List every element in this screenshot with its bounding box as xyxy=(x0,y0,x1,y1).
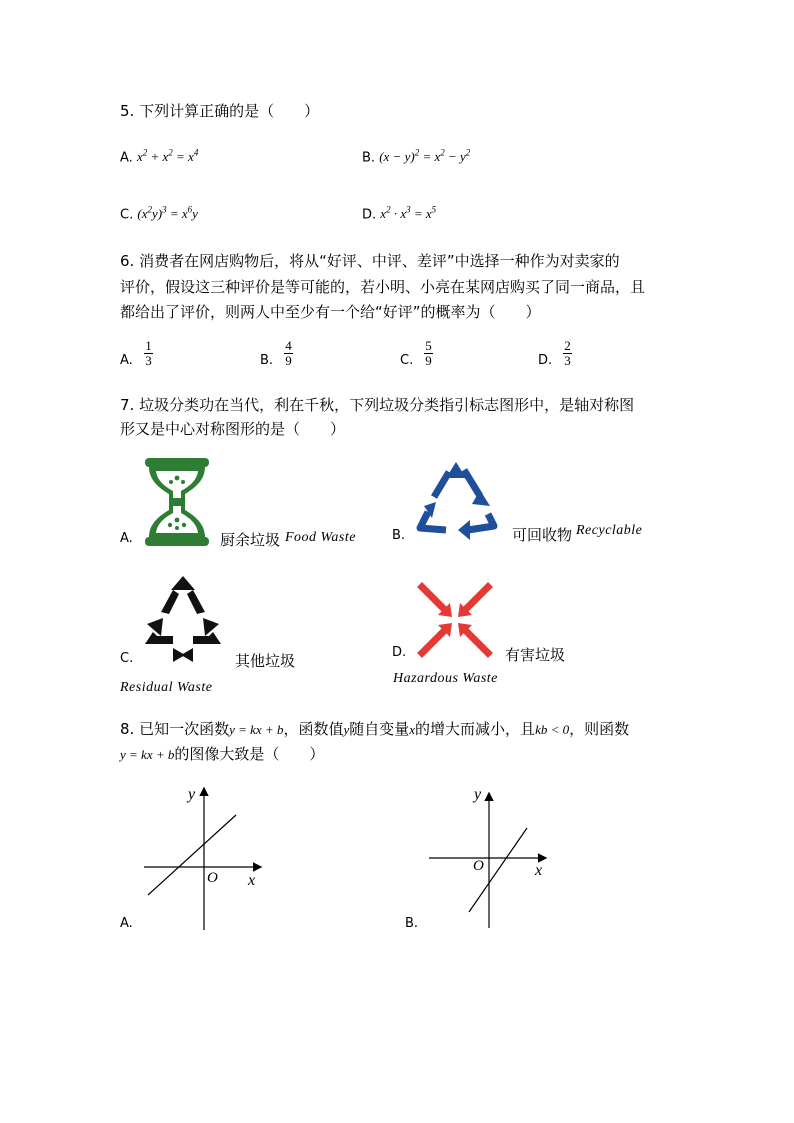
q8-line1-b: y = kx + b xyxy=(229,722,284,737)
q6-option-b-den: 9 xyxy=(285,353,292,368)
q5-option-b[interactable] xyxy=(362,148,470,165)
q7-option-c-label[interactable]: C. xyxy=(120,651,134,666)
q8-line1-a: 8. 已知一次函数 xyxy=(120,720,230,738)
q7-line-1: 7. 垃圾分类功在当代，利在千秋，下列垃圾分类指引标志图形中，是轴对称图 xyxy=(120,396,635,414)
q5-stem: 5. 下列计算正确的是（ ） xyxy=(120,102,320,120)
q8-line1-e: 随自变量 xyxy=(349,720,410,738)
q8-line-2 xyxy=(120,743,324,764)
q6-option-a-num: 1 xyxy=(145,338,152,353)
graph-a-y-label: y xyxy=(188,786,196,803)
graph-a xyxy=(140,785,270,935)
q7-option-b-label[interactable]: B. xyxy=(392,528,406,543)
q6-option-a-label[interactable]: A. xyxy=(120,353,133,368)
q6-option-d-label[interactable]: D. xyxy=(538,353,553,368)
q8-option-b-label[interactable]: B. xyxy=(405,916,419,931)
q8-line1-c: ，函数值 xyxy=(283,720,344,738)
q5-option-d-expr: $x^2 \cdot x^3 = x^5$ xyxy=(380,205,437,222)
q7-option-d-en: Hazardous Waste xyxy=(393,671,498,686)
q6-option-c-num: 5 xyxy=(425,338,432,353)
graph-b xyxy=(425,790,555,930)
q7-option-b-cn: 可回收物 xyxy=(512,526,573,544)
graph-a-line xyxy=(148,815,236,895)
food-waste-icon xyxy=(143,458,211,546)
q5-option-c[interactable] xyxy=(120,205,198,222)
q6-option-a-den: 3 xyxy=(145,353,152,368)
q8-line1-d: y xyxy=(343,722,350,737)
q7-option-a-en: Food Waste xyxy=(285,530,356,545)
q5-option-c-label: C. xyxy=(120,207,134,223)
q6-option-c-fraction xyxy=(424,340,433,367)
q6-option-d-fraction xyxy=(563,340,572,367)
q6-option-a-fraction xyxy=(144,340,153,367)
q7-option-b-en: Recyclable xyxy=(576,523,643,538)
q6-line-3: 都给出了评价，则两人中至少有一个给“好评”的概率为（ ） xyxy=(120,303,541,321)
q6-line-1: 6. 消费者在网店购物后，将从“好评、中评、差评”中选择一种作为对卖家的 xyxy=(120,252,620,270)
q8-line1-h: kb < 0 xyxy=(535,722,570,737)
q7-line-2: 形又是中心对称图形的是（ ） xyxy=(120,420,346,438)
q6-option-d-num: 2 xyxy=(564,338,571,353)
graph-a-origin: O xyxy=(207,870,218,886)
q5-option-d-label: D. xyxy=(362,207,377,223)
q8-line1-i: ，则函数 xyxy=(569,720,630,738)
q5-option-a-expr: $x^2 + x^2 = x^4$ xyxy=(136,148,199,165)
q5-option-a-label: A. xyxy=(120,150,133,166)
q6-option-c-label[interactable]: C. xyxy=(400,353,414,368)
graph-b-y-label: y xyxy=(474,786,482,803)
q6-option-b-fraction xyxy=(284,340,293,367)
hazardous-waste-icon xyxy=(418,583,492,657)
q7-option-c-cn: 其他垃圾 xyxy=(235,652,296,670)
residual-waste-icon xyxy=(143,576,223,662)
q8-line1-f: x xyxy=(409,722,416,737)
graph-b-origin: O xyxy=(473,858,484,874)
q7-option-d-cn: 有害垃圾 xyxy=(505,646,566,664)
q6-option-c-den: 9 xyxy=(425,353,432,368)
q7-option-c-en: Residual Waste xyxy=(120,680,213,695)
q8-line-1 xyxy=(120,718,629,739)
q5-option-c-expr: $(x^2y)^3 = x^6y$ xyxy=(137,205,198,222)
q5-option-b-label: B. xyxy=(362,150,376,166)
q7-option-d-label[interactable]: D. xyxy=(392,645,407,660)
recycle-icon xyxy=(416,462,498,536)
q6-option-b-label[interactable]: B. xyxy=(260,353,274,368)
q8-option-a-label[interactable]: A. xyxy=(120,916,133,931)
q7-option-a-cn: 厨余垃圾 xyxy=(220,531,281,549)
q6-option-b-num: 4 xyxy=(285,338,292,353)
graph-a-x-label: x xyxy=(248,872,256,889)
q5-option-b-expr: $(x - y)^2 = x^2 - y^2$ xyxy=(379,148,471,165)
q8-line2-b: 的图像大致是（ ） xyxy=(174,745,325,763)
q5-option-d[interactable] xyxy=(362,205,436,222)
q5-option-a[interactable] xyxy=(120,148,198,165)
q6-option-d-den: 3 xyxy=(564,353,571,368)
graph-b-x-label: x xyxy=(535,862,543,879)
q8-line1-g: 的增大而减小，且 xyxy=(415,720,536,738)
q8-line2-a: y = kx + b xyxy=(120,747,175,762)
q7-option-a-label[interactable]: A. xyxy=(120,531,133,546)
q6-line-2: 评价，假设这三种评价是等可能的，若小明、小亮在某网店购买了同一商品，且 xyxy=(120,278,646,296)
